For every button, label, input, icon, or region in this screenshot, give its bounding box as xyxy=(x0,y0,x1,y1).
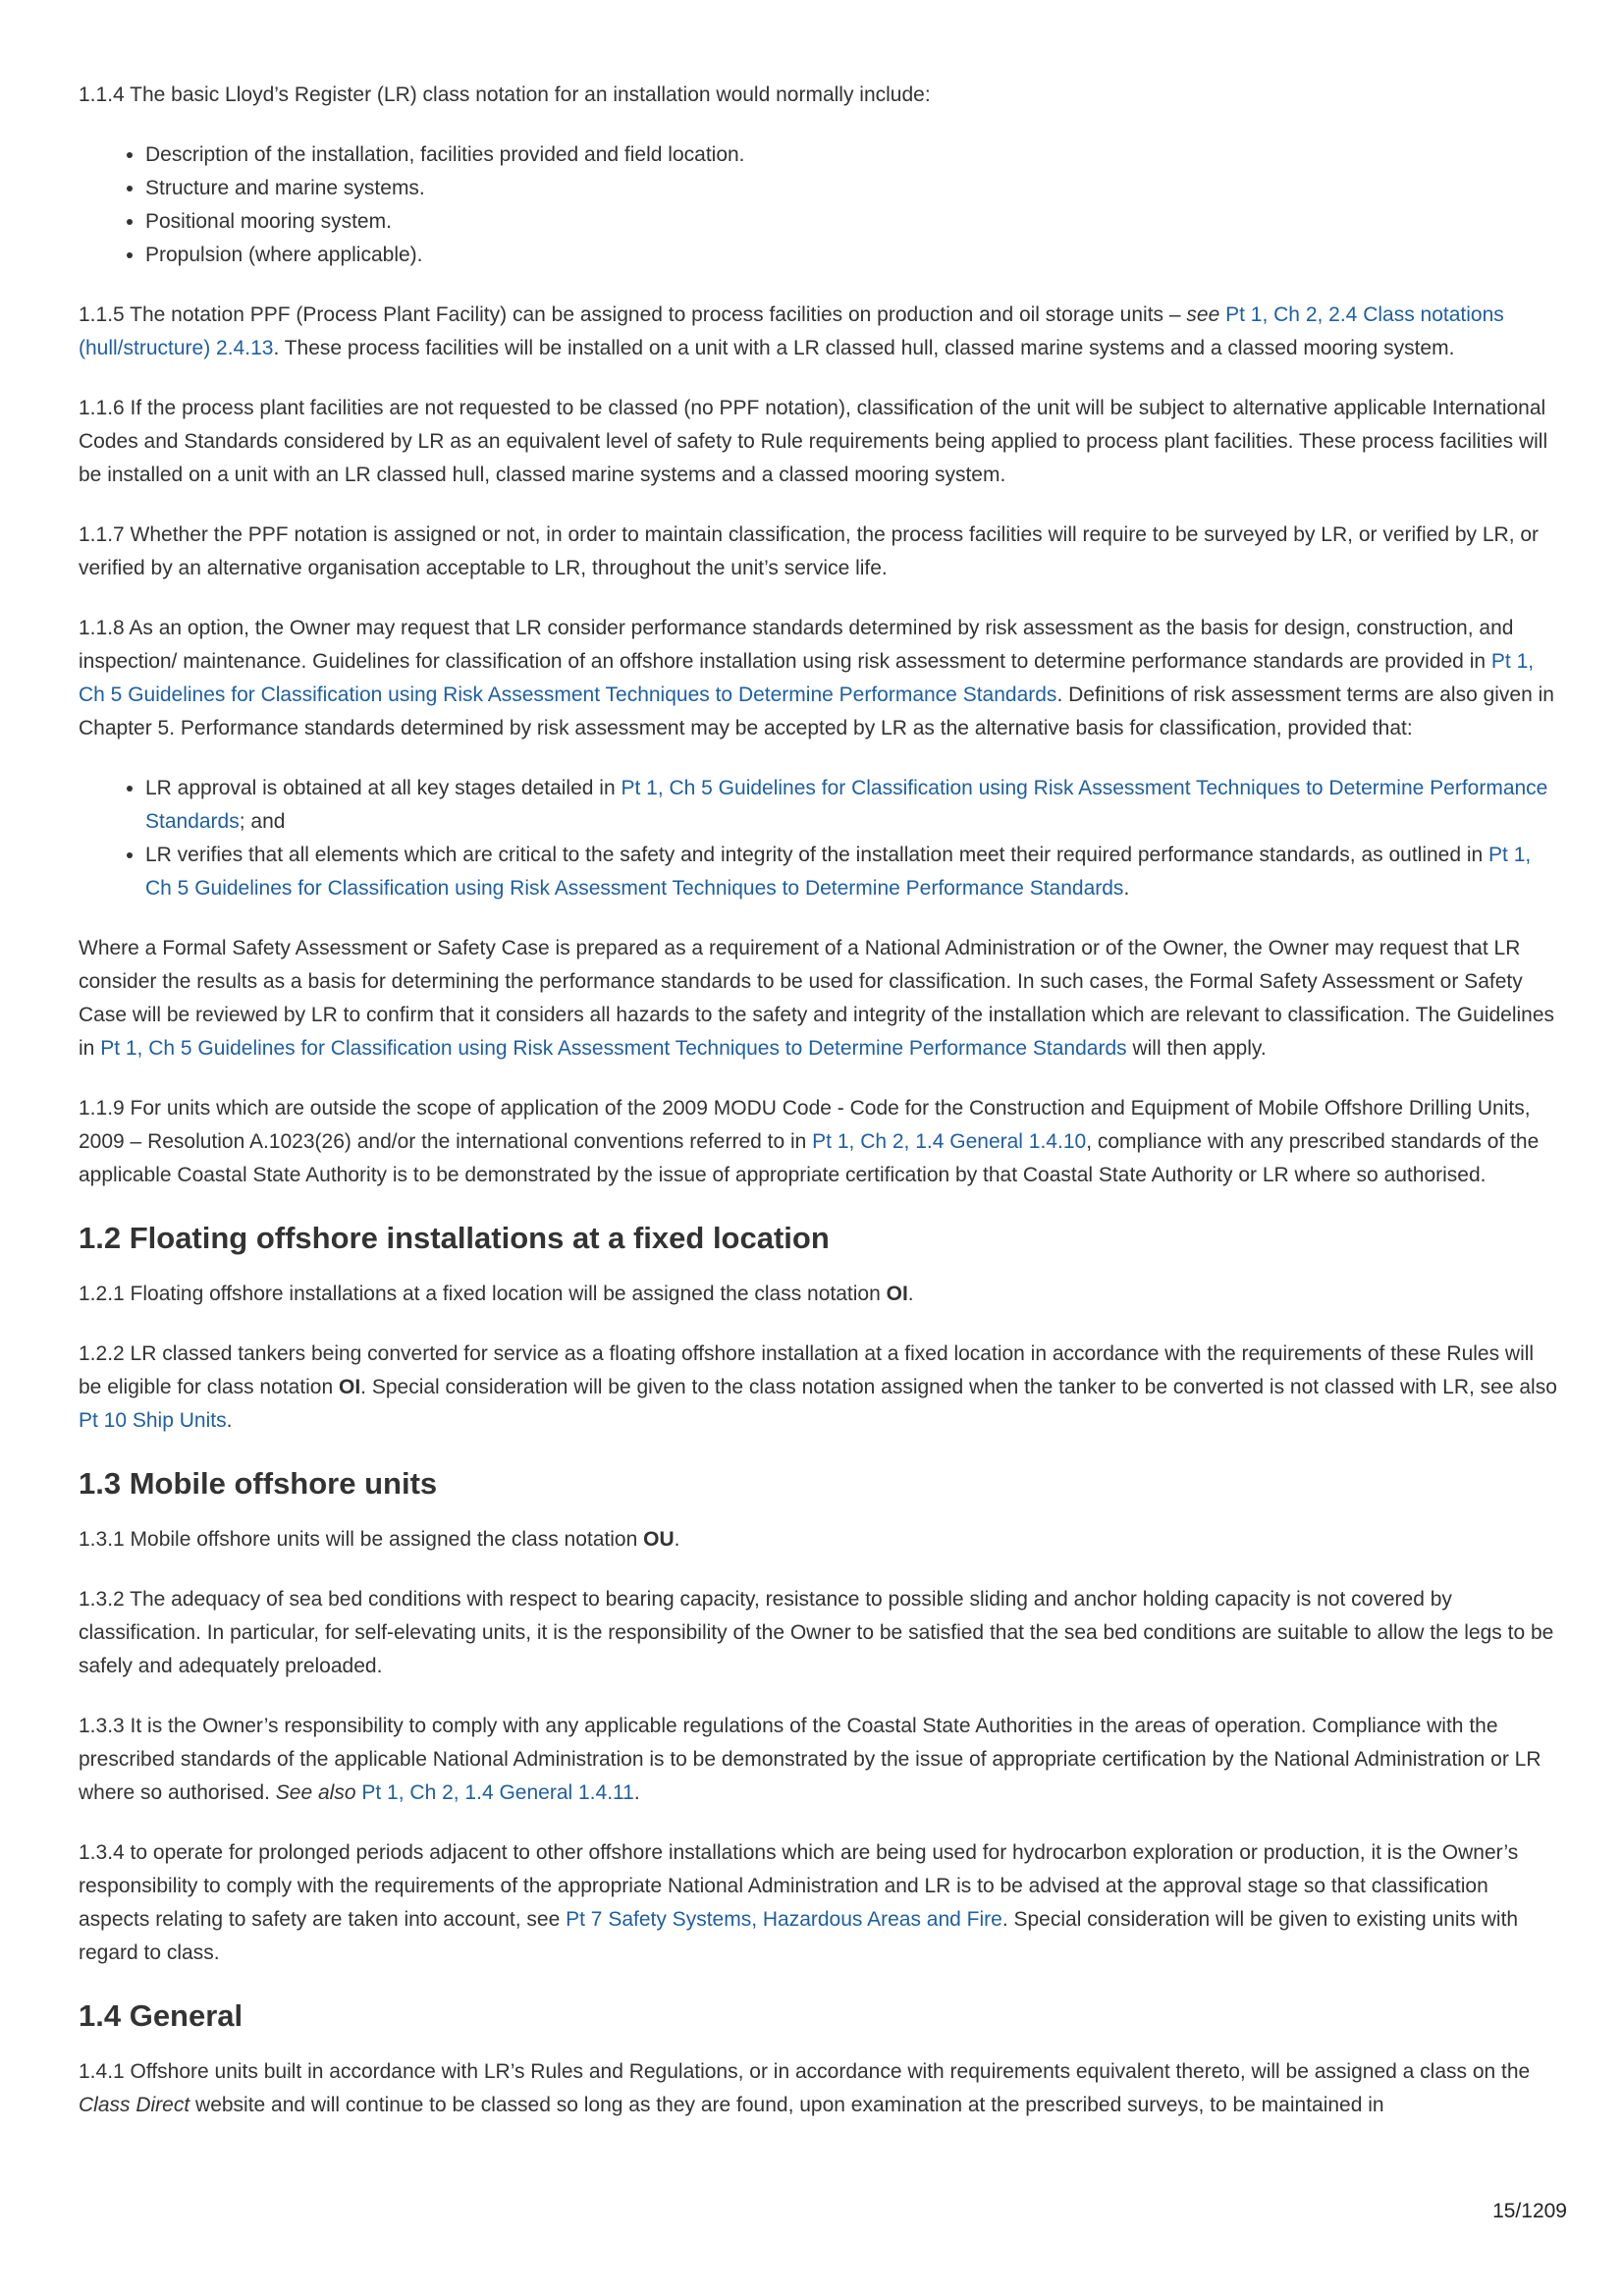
section-heading-1-4: 1.4 General xyxy=(79,1998,243,2033)
link-pt1-ch5-guidelines[interactable]: Pt 1, Ch 5 Guidelines for Classification using Risk Assessment Techniques to Determine Performance Standards xyxy=(145,777,1548,833)
paragraph-1-3-4: 1.3.4 to operate for prolonged periods adjacent to other offshore installations which are being used for hydrocarbon exploration or production, it is the Owner’s responsibility to comply with the requirements of the appropriate National Administration and LR is to be advised at the approval stage so that classification aspects relating to safety are taken into account, see Pt 7 Safety Systems, Hazardous Areas and Fire. Special consideration will be given to existing units with regard to class. xyxy=(79,1841,1519,1964)
list-item: • Positional mooring system. xyxy=(145,205,1561,239)
list-item: • Description of the installation, facilities provided and field location. xyxy=(145,138,1561,172)
risk-assessment-list xyxy=(79,772,1561,905)
section-heading-1-3: 1.3 Mobile offshore units xyxy=(79,1466,438,1501)
paragraph-1-1-8: 1.1.8 As an option, the Owner may request that LR consider performance standards determined by risk assessment as the basis for design, construction, and inspection/ maintenance. Guidelines for classification of an offshore installation using risk assessment to determine performance standards are provided in Pt 1, Ch 5 Guidelines for Classification using Risk Assessment Techniques to Determine Performance Standards. Definitions of risk assessment terms are also given in Chapter 5. Performance standards determined by risk assessment may be accepted by LR as the alternative basis for classification, provided that: xyxy=(79,617,1554,739)
section-heading-1-2: 1.2 Floating offshore installations at a fixed location xyxy=(79,1221,830,1255)
paragraph-1-2-2: 1.2.2 LR classed tankers being converted for service as a floating offshore installation at a fixed location in accordance with the requirements of these Rules will be eligible for class notation OI. Special consideration will be given to the class notation assigned when the tanker to be converted is not classed with LR, see also Pt 10 Ship Units. xyxy=(79,1342,1557,1432)
paragraph-1-1-5: 1.1.5 The notation PPF (Process Plant Facility) can be assigned to process facilities on production and oil storage units – see Pt 1, Ch 2, 2.4 Class notations (hull/structure) 2.4.13. These process facilities will be installed on a unit with a LR classed hull, classed marine systems and a classed mooring system. xyxy=(79,303,1504,359)
list-item: • LR approval is obtained at all key stages detailed in Pt 1, Ch 5 Guidelines for Classification using Risk Assessment Techniques to Determine Performance Standards; and xyxy=(145,772,1561,839)
link-pt1-ch5-guidelines[interactable]: Pt 1, Ch 5 Guidelines for Classification using Risk Assessment Techniques to Determine Performance Standards xyxy=(100,1037,1127,1060)
page-number: 15/1209 xyxy=(1492,2200,1567,2222)
list-item: • Structure and marine systems. xyxy=(145,172,1561,205)
document-page xyxy=(79,79,1561,2149)
list-item: • LR verifies that all elements which are critical to the safety and integrity of the installation meet their required performance standards, as outlined in Pt 1, Ch 5 Guidelines for Classification using Risk Assessment Techniques to Determine Performance Standards. xyxy=(145,839,1561,905)
link-general-1-4-11[interactable]: Pt 1, Ch 2, 1.4 General 1.4.11 xyxy=(361,1781,634,1804)
link-pt1-ch5-guidelines[interactable]: Pt 1, Ch 5 Guidelines for Classification using Risk Assessment Techniques to Determine Performance Standards xyxy=(145,844,1532,900)
link-pt10-ship-units[interactable]: Pt 10 Ship Units xyxy=(79,1409,227,1432)
link-pt7-safety-systems[interactable]: Pt 7 Safety Systems, Hazardous Areas and Fire xyxy=(566,1908,1002,1931)
notation-list xyxy=(79,138,1561,272)
paragraph-1-3-2: 1.3.2 The adequacy of sea bed conditions with respect to bearing capacity, resistance to possible sliding and anchor holding capacity is not covered by classification. In particular, for self-elevating units, it is the responsibility of the Owner to be satisfied that the sea bed conditions are suitable to allow the legs to be safely and adequately preloaded. xyxy=(79,1588,1554,1677)
paragraph-1-3-1: 1.3.1 Mobile offshore units will be assigned the class notation OU. xyxy=(79,1528,680,1551)
list-item: • Propulsion (where applicable). xyxy=(145,239,1561,272)
link-general-1-4-10[interactable]: Pt 1, Ch 2, 1.4 General 1.4.10 xyxy=(812,1130,1087,1153)
link-pt1-ch5-guidelines[interactable]: Pt 1, Ch 5 Guidelines for Classification using Risk Assessment Techniques to Determine Performance Standards xyxy=(79,650,1535,706)
paragraph-1-1-9: 1.1.9 For units which are outside the scope of application of the 2009 MODU Code - Code for the Construction and Equipment of Mobile Offshore Drilling Units, 2009 – Resolution A.1023(26) and/or the international conventions referred to in Pt 1, Ch 2, 1.4 General 1.4.10, compliance with any prescribed standards of the applicable Coastal State Authority is to be demonstrated by the issue of appropriate certification by that Coastal State Authority or LR where so authorised. xyxy=(79,1097,1540,1186)
paragraph-1-1-6: 1.1.6 If the process plant facilities are not requested to be classed (no PPF notation), classification of the unit will be subject to alternative applicable International Codes and Standards considered by LR as an equivalent level of safety to Rule requirements being applied to process plant facilities. These process facilities will be installed on a unit with an LR classed hull, classed marine systems and a classed mooring system. xyxy=(79,397,1548,486)
paragraph-1-4-1: 1.4.1 Offshore units built in accordance with LR’s Rules and Regulations, or in accordance with requirements equivalent thereto, will be assigned a class on the Class Direct website and will continue to be classed so long as they are found, upon examination at the prescribed surveys, to be maintained in xyxy=(79,2060,1531,2116)
paragraph-1-1-4: 1.1.4 The basic Lloyd’s Register (LR) class notation for an installation would normally include: xyxy=(79,83,931,106)
paragraph-1-2-1: 1.2.1 Floating offshore installations at a fixed location will be assigned the class notation OI. xyxy=(79,1283,914,1305)
paragraph-1-3-3: 1.3.3 It is the Owner’s responsibility to comply with any applicable regulations of the Coastal State Authorities in the areas of operation. Compliance with the prescribed standards of the applicable National Administration is to be demonstrated by the issue of appropriate certification by the National Administration or LR where so authorised. See also Pt 1, Ch 2, 1.4 General 1.4.11. xyxy=(79,1715,1541,1804)
paragraph-formal-safety-assessment: Where a Formal Safety Assessment or Safety Case is prepared as a requirement of a National Administration or of the Owner, the Owner may request that LR consider the results as a basis for determining the performance standards to be used for classification. In such cases, the Formal Safety Assessment or Safety Case will be reviewed by LR to confirm that it considers all hazards to the safety and integrity of the installation which are relevant to classification. The Guidelines in Pt 1, Ch 5 Guidelines for Classification using Risk Assessment Techniques to Determine Performance Standards will then apply. xyxy=(79,937,1555,1060)
link-class-notations-2-4-13[interactable]: Pt 1, Ch 2, 2.4 Class notations (hull/structure) 2.4.13 xyxy=(79,303,1504,359)
paragraph-1-1-7: 1.1.7 Whether the PPF notation is assigned or not, in order to maintain classification, the process facilities will require to be surveyed by LR, or verified by LR, or verified by an alternative organisation acceptable to LR, throughout the unit’s service life. xyxy=(79,523,1540,579)
